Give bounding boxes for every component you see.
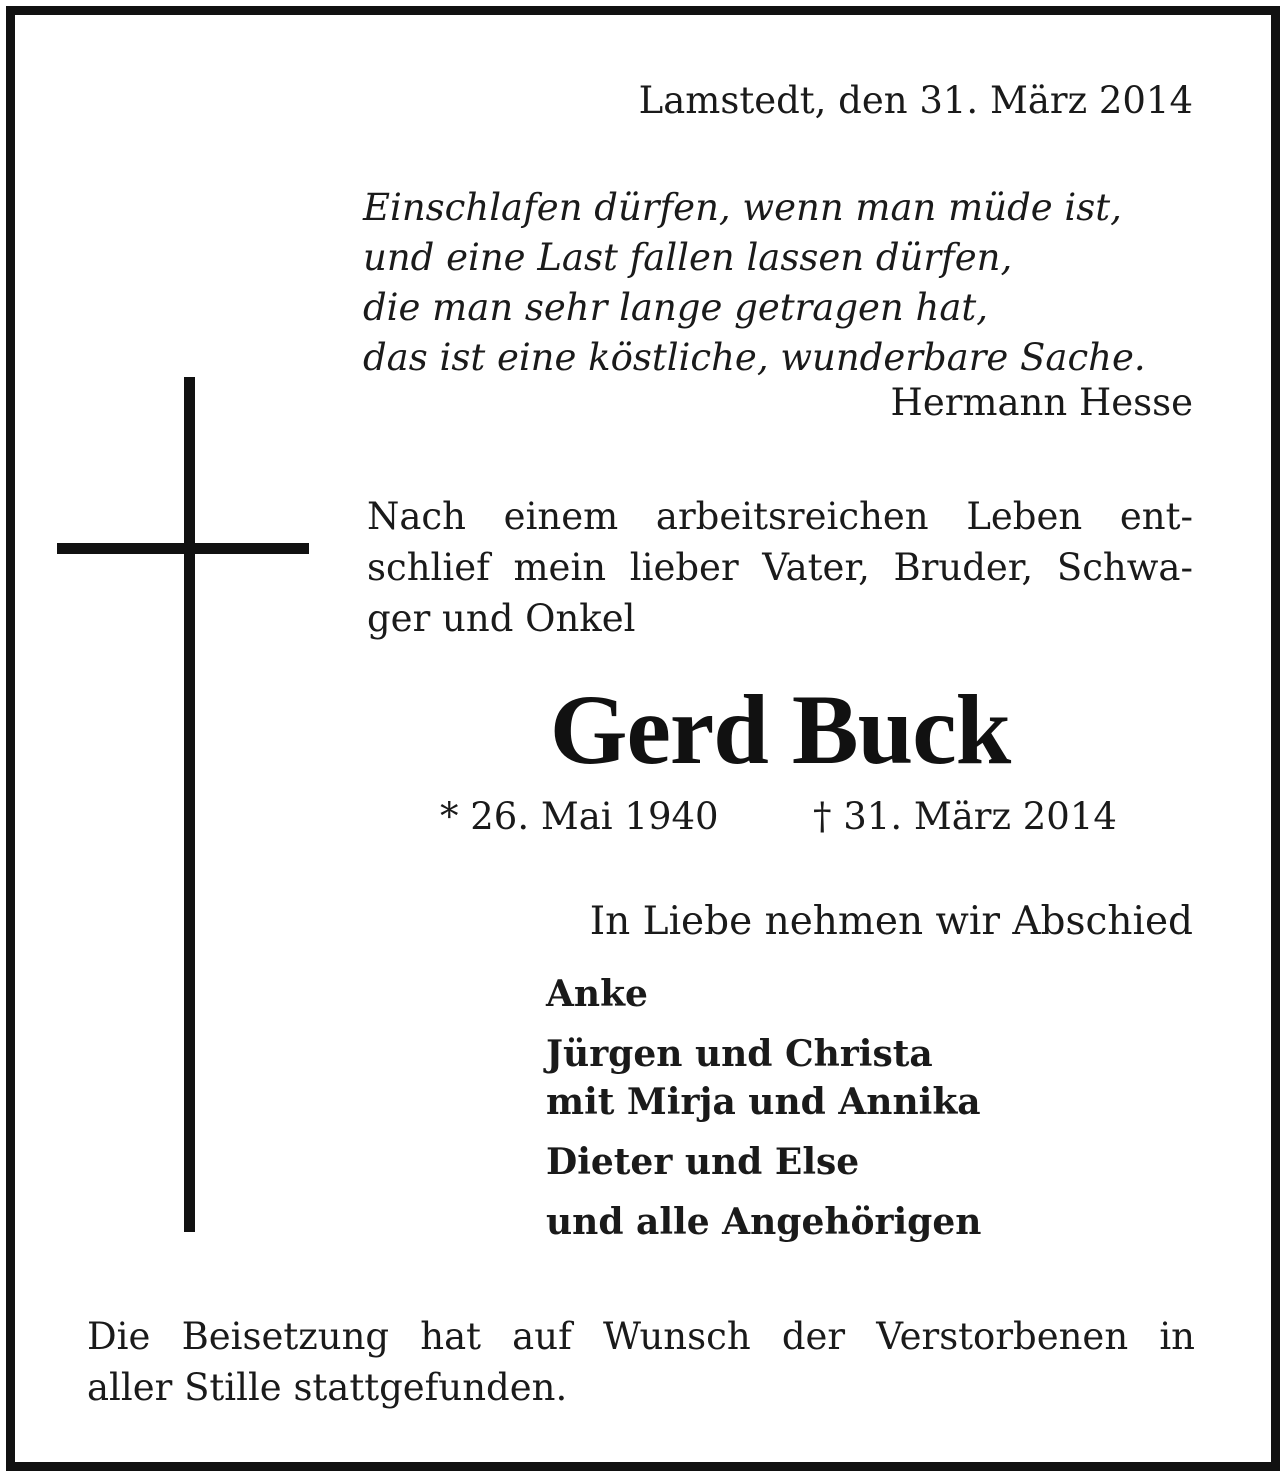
mourner-group [546, 1138, 981, 1186]
intro-text [367, 491, 1193, 644]
mourner-name: Anke [546, 973, 648, 1015]
intro-line: schlief mein lieber Vater, Bruder, Schwa- [367, 546, 1193, 589]
poem-line: Einschlafen dürfen, wenn man müde ist, [363, 186, 1122, 229]
mourner-name: mit Mirja und Annika [546, 1081, 981, 1123]
intro-line: ger und Onkel [367, 597, 636, 640]
mourner-name: Jürgen und Christa [546, 1033, 933, 1075]
poem [363, 183, 1193, 383]
mourner-group [546, 1030, 981, 1126]
cross-horizontal-bar [57, 543, 309, 554]
farewell-line: In Liebe nehmen wir Abschied [589, 899, 1193, 944]
mourner-group [546, 970, 981, 1018]
poem-line: und eine Last fallen lassen dürfen, [363, 236, 1013, 279]
burial-note [87, 1311, 1195, 1413]
mourners-list [546, 970, 981, 1258]
intro-line: Nach einem arbeitsreichen Leben ent- [367, 495, 1193, 538]
note-line: Die Beisetzung hat auf Wunsch der Verstorbenen in [87, 1315, 1195, 1358]
mourner-group [546, 1198, 981, 1246]
note-line: aller Stille stattgefunden. [87, 1366, 568, 1409]
birth-date: * 26. Mai 1940 [440, 795, 719, 838]
poem-line: die man sehr lange getragen hat, [363, 286, 989, 329]
cross-vertical-bar [184, 377, 195, 1232]
death-date: † 31. März 2014 [813, 795, 1117, 838]
deceased-name: Gerd Buck [549, 674, 1011, 785]
obituary-frame [6, 6, 1280, 1471]
place-date: Lamstedt, den 31. März 2014 [638, 79, 1193, 122]
mourner-name: Dieter und Else [546, 1141, 860, 1183]
mourner-name: und alle Angehörigen [546, 1201, 982, 1243]
poem-author: Hermann Hesse [890, 381, 1193, 424]
poem-line: das ist eine köstliche, wunderbare Sache. [363, 336, 1146, 379]
